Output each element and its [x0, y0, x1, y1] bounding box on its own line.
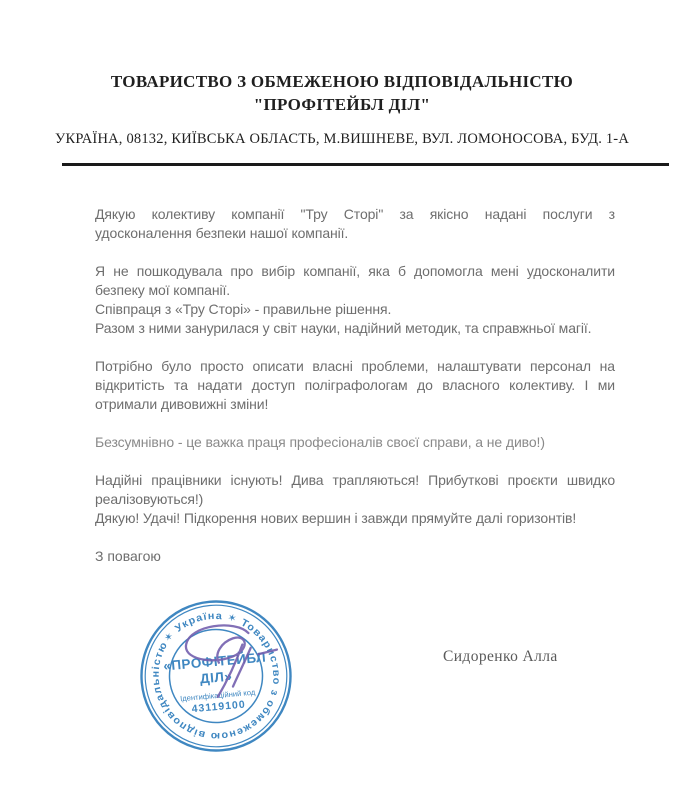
text-line: Надійні працівники існують! Дива трапляються! Прибуткові проєкти швидко [95, 472, 615, 488]
stamp-company-line1: «ПРОФІТЕЙБЛ [162, 649, 267, 674]
stamp-id-code: 43119100 [191, 698, 247, 716]
text-line: відкритість та надати доступ поліграфологам до власного колективу. І ми [95, 377, 615, 393]
text-line: Потрібно було просто описати власні проблеми, налаштувати персонал на [95, 358, 615, 374]
company-name [0, 70, 684, 116]
stamp-company-line2: ДІЛ» [199, 668, 233, 687]
closing-salutation: З повагою [95, 548, 161, 564]
company-address: УКРАЇНА, 08132, КИЇВСЬКА ОБЛАСТЬ, М.ВИШНЕВЕ, ВУЛ. ЛОМОНОСОВА, БУД. 1-А [55, 131, 629, 147]
text-line: Співпраця з «Тру Сторі» - правильне рішення. [95, 301, 392, 317]
text-line: Разом з ними занурилася у світ науки, надійний методик, та справжньої магії. [95, 320, 592, 336]
company-stamp [129, 589, 302, 762]
stamp-id-label: Ідентифікаційний код [179, 687, 256, 704]
paragraph [95, 357, 615, 414]
paragraph-gap [95, 414, 615, 433]
signer-name: Сидоренко Алла [443, 648, 558, 665]
paragraph [95, 205, 615, 243]
text-line: Дякую колективу компанії "Тру Сторі" за якісно надані послуги з [95, 206, 615, 222]
company-name-line2: "ПРОФІТЕЙБЛ ДІЛ" [253, 95, 431, 114]
header-divider [62, 163, 669, 166]
paragraph [95, 433, 615, 452]
text-line: удосконалення безпеки нашої компанії. [95, 225, 349, 241]
paragraph [95, 262, 615, 338]
letter-body [95, 205, 615, 528]
paragraph-gap [95, 338, 615, 357]
text-line: Безсумнівно - це важка праця професіоналів своєї справи, а не диво!) [95, 434, 545, 450]
text-line: Я не пошкодувала про вибір компанії, яка б допомогла мені удосконалити [95, 263, 615, 279]
text-line: отримали дивовижні зміни! [95, 396, 269, 412]
paragraph-gap [95, 452, 615, 471]
text-line: реалізовуються!) [95, 491, 204, 507]
stamp-ring-text: ✶ Україна ✶ Товариство з обмеженою відповідальністю [150, 610, 282, 742]
text-line: Дякую! Удачі! Підкорення нових вершин і завжди прямуйте далі горизонтів! [95, 510, 577, 526]
text-line: безпеку мої компанії. [95, 282, 231, 298]
company-name-line1: ТОВАРИСТВО З ОБМЕЖЕНОЮ ВІДПОВІДАЛЬНІСТЮ [110, 72, 574, 91]
paragraph [95, 471, 615, 528]
paragraph-gap [95, 243, 615, 262]
